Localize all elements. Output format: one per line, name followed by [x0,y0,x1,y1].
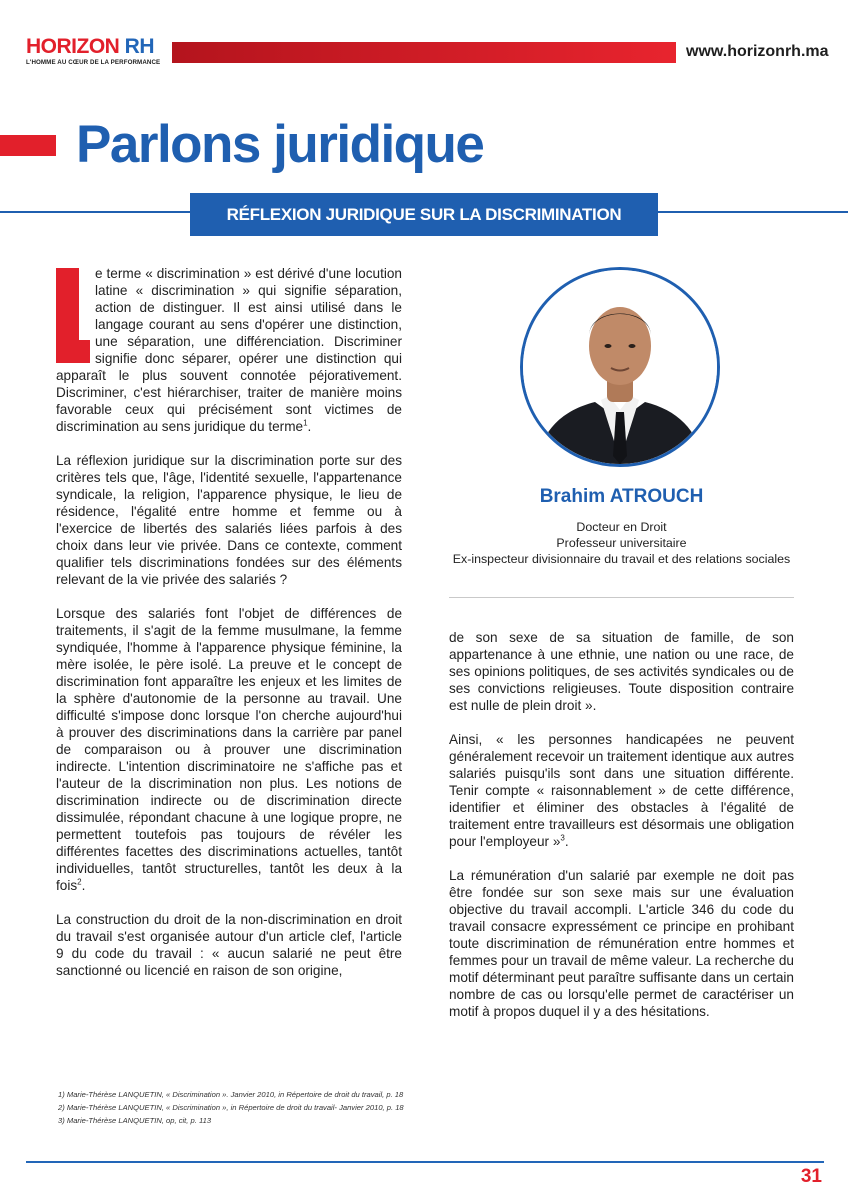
author-name: Brahim ATROUCH [539,486,704,507]
header-red-bar [172,42,676,63]
page-title: Parlons juridique [76,115,484,174]
footnote-ref-2: 2 [77,877,82,887]
footnote-ref-1: 1 [303,418,308,428]
author-photo [520,267,720,467]
website-url: www.horizonrh.ma [686,43,829,60]
paragraph-continuation: de son sexe de sa situation de famille, de son appartenance à une ethnie, une nation ou une race, de ses opinions politiques, de ses activités syndicales ou de ses convictions religieuses. Toute disposition contraire est nulle de plein droit ». [449,630,794,713]
logo-word-rh: RH [124,35,155,58]
section-heading: RÉFLEXION JURIDIQUE SUR LA DISCRIMINATION [190,193,658,236]
title-accent-bar [0,135,56,156]
article-column-right [449,629,794,1037]
paragraph-criteria: La réflexion juridique sur la discrimination porte sur des critères tels que, l'âge, l'identité sexuelle, l'appartenance syndicale, la religion, l'apparence physique, le lieu de résidence, l'égalité entre homme et femme ou à l'exercice de libertés des salariés liées parfois à des choix dans leur vie privée. Dans ce contexte, comment qualifier tels discriminations fondées sur des éléments relevant de la vie privée des salariés ? [56,453,402,587]
author-role-doctorate: Docteur en Droit [576,520,667,534]
paragraph-remuneration: La rémunération d'un salarié par exemple ne doit pas être fondée sur son sexe mais sur une évaluation objective du travail accompli. L'article 346 du code du travail consacre expressément ce principe en prohibant toute discrimination de rémunération entre hommes et femmes pour un travail de même valeur. La recherche du motif déterminant peut paraître suffisante dans un certain nombre de cas ou lorsqu'elle permet de caractériser un motif à propos duquel il y a des hésitations. [449,868,794,1019]
paragraph-construction: La construction du droit de la non-discrimination en droit du travail s'est organisée autour d'un article clef, l'article 9 du code du travail : « aucun salarié ne peut être sanctionné ou licencié en raison de son origine, [56,912,402,978]
footnote-ref-3: 3 [560,833,565,843]
author-role-inspector: Ex-inspecteur divisionnaire du travail et des relations sociales [452,552,791,566]
logo-tagline: L'HOMME AU CŒUR DE LA PERFORMANCE [26,59,161,66]
magazine-logo [26,36,154,58]
author-portrait-icon [523,270,717,464]
logo-word-horizon: HORIZON [26,35,120,58]
drop-cap-letter-l [56,268,90,363]
footer-line [26,1161,824,1163]
paragraph-intro: e terme « discrimination » est dérivé d'une locution latine « discrimination » qui signifie séparation, action de distinguer. Il est ainsi utilisé dans le langage courant au sens d'opérer une distinction, une séparation, une différenciation. Discriminer signifie donc séparer, opérer une distinction qui apparaît le plus souvent connotée péjorativement. Discriminer, c'est hiérarchiser, traiter de manière moins favorable ceux qui précisément sont victimes de discrimination au sens juridique du terme$^1$. [56,266,402,434]
article-column-left [56,265,402,996]
footnote-3: 3) Marie-Thérèse LANQUETIN, op, cit, p. 113 [58,1116,212,1125]
paragraph-intro-text: e terme « discrimination » est dérivé d'une locution latine « discrimination » qui signifie séparation, action de distinguer. Il est ainsi utilisé dans le langage courant au sens d'opérer une distinction, une séparation, une différenciation. Discriminer signifie donc séparer, opérer une distinction qui apparaît le plus souvent connotée péjorativement. Discriminer, c'est hiérarchiser, traiter de manière moins favorable ceux qui précisément sont victimes de discrimination au sens juridique du terme [56,266,402,434]
author-divider [449,597,794,598]
author-role-professor: Professeur universitaire [556,536,687,550]
page-number: 31 [800,1166,822,1187]
footnote-2: 2) Marie-Thérèse LANQUETIN, « Discrimination », in Répertoire de droit du travail- Janvier 2010, p. 18 [58,1103,404,1112]
paragraph-differences: Lorsque des salariés font l'objet de différences de traitements, il s'agit de la femme musulmane, la femme syndiquée, l'homme à l'apparence physique féminine, la mère isolée, le père isolé. La preuve et le concept de discrimination font apparaître les enjeux et les limites de la sphère d'autonomie de la personne au travail. Une difficulté s'impose donc lorsque l'on cherche aujourd'hui à prouver des discriminations dans la carrière par panel de comparaison ou à prouver une discrimination indirecte. L'intention discriminatoire ne s'affiche pas et l'auteur de la discrimination non plus. Les notions de discrimination indirecte ou de discrimination directe dissimulée, répondant chacune à une logique propre, ne permettent toutefois pas toujours de révéler les différentes facettes des discriminations actuelles, tantôt individuelles, tantôt structurelles, tantôt les deux à la fois$^2$. [56,606,402,893]
footnote-1: 1) Marie-Thérèse LANQUETIN, « Discrimination ». Janvier 2010, in Répertoire de droit du travail, p. 18 [58,1090,404,1099]
paragraph-handicap: Ainsi, « les personnes handicapées ne peuvent généralement recevoir un traitement identique aux autres salariés puisqu'ils sont dans une situation différente. Tenir compte « raisonnablement » de cette différence, identifier et éliminer des obstacles à l'égalité de traitement entre travailleurs est désormais une obligation pour l'employeur »$^3$. [449,732,794,849]
